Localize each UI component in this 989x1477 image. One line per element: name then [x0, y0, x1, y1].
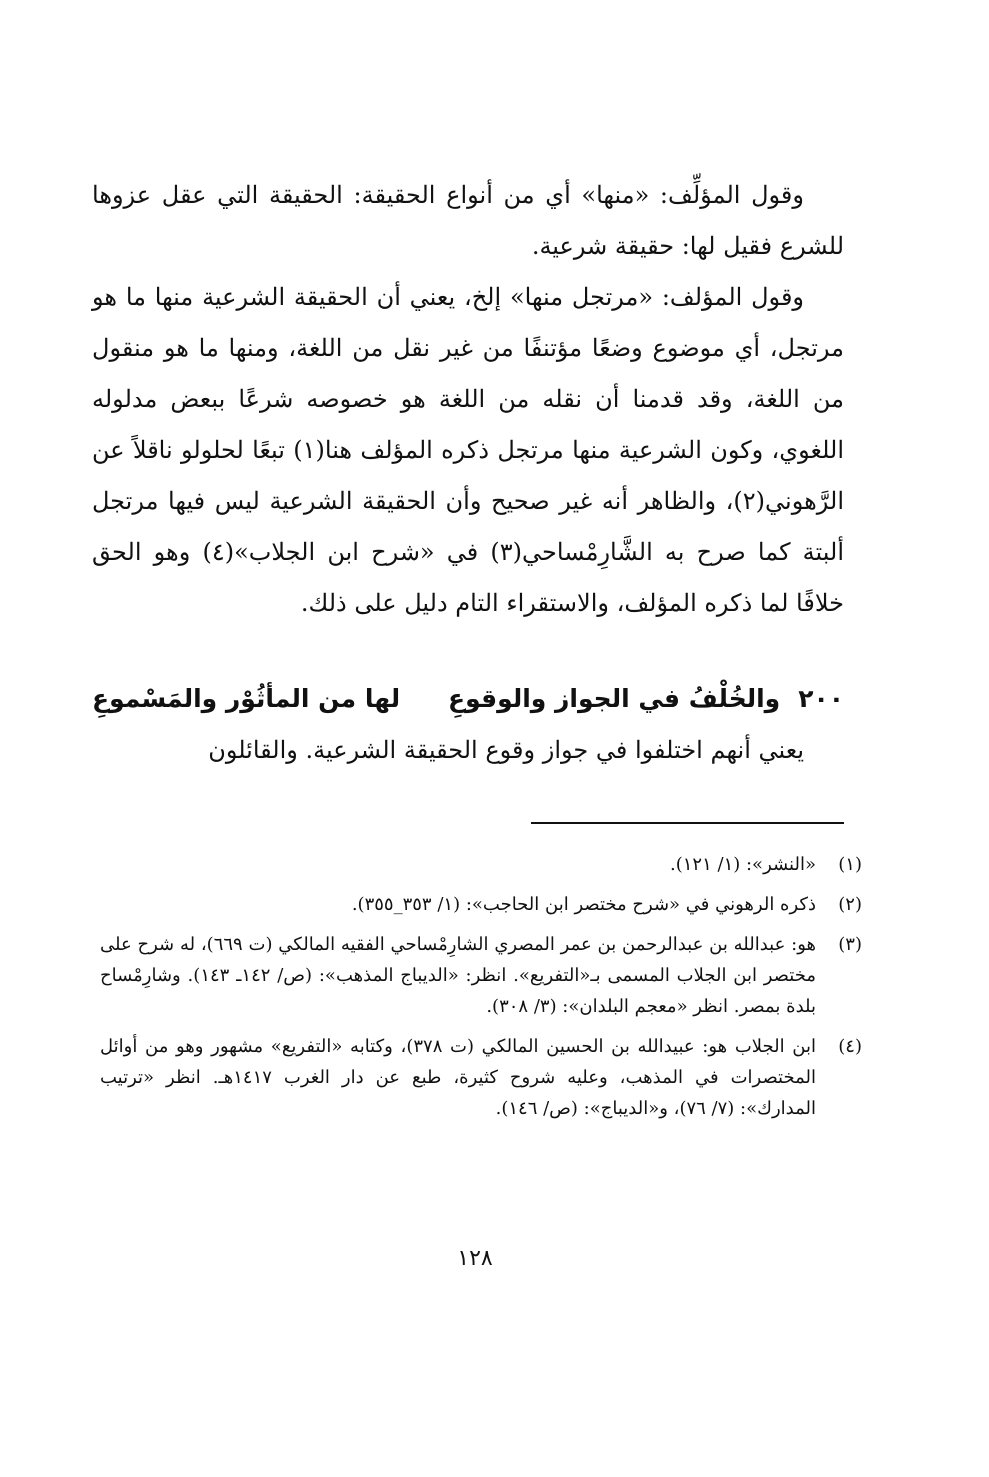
verse-first-half — [448, 674, 844, 724]
footnotes — [100, 849, 862, 1133]
footnote-number: (٢) — [838, 894, 862, 915]
verse-second-half: لها من المأثُوْر والمَسْموعِ — [92, 684, 401, 713]
footnote-text: هو: عبدالله بن عبدالرحمن بن عمر المصري الشارِمْساحي الفقيه المالكي (ت ٦٦٩)، له شرح على مختصر ابن الجلاب المسمى بـ«التفريع». انظر: «الديباج المذهب»: (ص/ ١٤٢ـ ١٤٣). وشارِمْساح بلدة بمصر. انظر «معجم البلدان»: (٣/ ٣٠٨). — [100, 934, 817, 1017]
footnote-text: «النشر»: (١/ ١٢١). — [670, 854, 816, 875]
verse-first-half-text: والخُلْفُ في الجواز والوقوعِ — [448, 684, 781, 713]
footnote-number: (١) — [838, 854, 862, 875]
footnote-divider — [531, 822, 844, 824]
paragraph: وقول المؤلف: «مرتجل منها» إلخ، يعني أن الحقيقة الشرعية منها ما هو مرتجل، أي موضوع وضعًا مؤتنفًا من غير نقل من اللغة، ومنها ما هو منقول من اللغة، وقد قدمنا أن نقله من اللغة هو خصوصه شرعًا ببعض مدلوله اللغوي، وكون الشرعية منها مرتجل ذكره المؤلف هنا(١) تبعًا لحلولو ناقلاً عن الرَّهوني(٢)، والظاهر أنه غير صحيح وأن الحقيقة الشرعية ليس فيها مرتجل ألبتة كما صرح به الشَّارِمْساحي(٣) في «شرح ابن الجلاب»(٤) وهو الحق خلافًا لما ذكره المؤلف، والاستقراء التام دليل على ذلك. — [92, 283, 844, 617]
footnote-text: ابن الجلاب هو: عبيدالله بن الحسين المالكي (ت ٣٧٨)، وكتابه «التفريع» مشهور وهو من أوائل المختصرات في المذهب، وعليه شروح كثيرة، طبع عن دار الغرب ١٤١٧هـ. انظر «ترتيب المدارك»: (٧/ ٧٦)، و«الديباج»: (ص/ ١٤٦). — [100, 1036, 816, 1119]
footnote — [100, 889, 862, 920]
footnote — [100, 849, 862, 880]
main-text — [92, 170, 844, 629]
verse-line — [92, 674, 844, 724]
footnote-text: ذكره الرهوني في «شرح مختصر ابن الحاجب»: (١/ ٣٥٣_٣٥٥). — [351, 894, 816, 915]
footnote-number: (٣) — [838, 934, 862, 955]
footnote-number: (٤) — [838, 1036, 862, 1057]
verse-commentary: يعني أنهم اختلفوا في جواز وقوع الحقيقة الشرعية. والقائلون — [208, 736, 804, 764]
footnote — [100, 1031, 862, 1124]
verse-number: ٢٠٠ — [798, 684, 844, 713]
paragraph: وقول المؤلِّف: «منها» أي من أنواع الحقيقة: الحقيقة التي عقل عزوها للشرع فقيل لها: حقيقة شرعية. — [92, 181, 844, 260]
footnote — [100, 929, 862, 1022]
page-number: ١٢٨ — [457, 1246, 493, 1271]
